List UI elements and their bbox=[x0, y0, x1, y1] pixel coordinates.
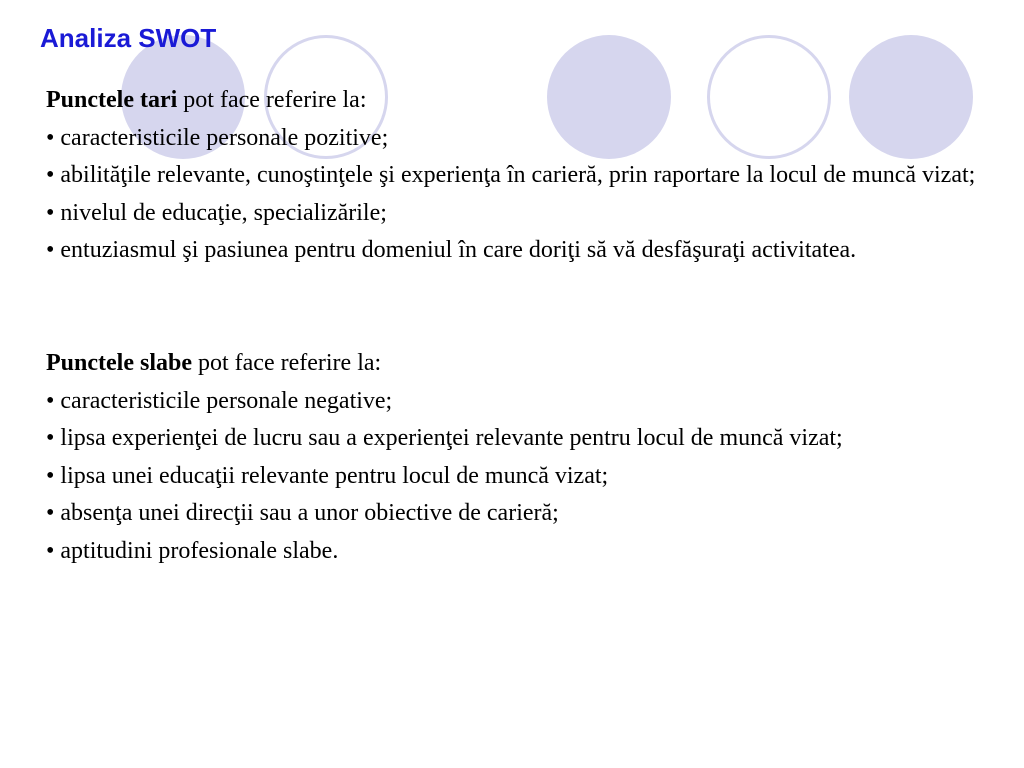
slide-content bbox=[46, 82, 981, 571]
weaknesses-item: • aptitudini profesionale slabe. bbox=[46, 537, 339, 564]
weaknesses-heading-bold: Punctele slabe bbox=[46, 349, 192, 376]
weaknesses-section bbox=[46, 345, 981, 571]
weaknesses-item: • lipsa experienţei de lucru sau a experienţei relevante pentru locul de muncă vizat; bbox=[46, 425, 843, 452]
strengths-section bbox=[46, 82, 981, 270]
strengths-item: • caracteristicile personale pozitive; bbox=[46, 124, 389, 151]
strengths-item: • nivelul de educaţie, specializările; bbox=[46, 199, 387, 226]
weaknesses-item: • caracteristicile personale negative; bbox=[46, 387, 393, 414]
weaknesses-heading bbox=[46, 345, 981, 383]
strengths-heading-rest: pot face referire la: bbox=[177, 87, 367, 113]
slide-title: Analiza SWOT bbox=[40, 23, 217, 53]
weaknesses-item: • absenţa unei direcţii sau a unor obiective de carieră; bbox=[46, 500, 559, 527]
strengths-heading-bold: Punctele tari bbox=[46, 87, 178, 113]
weaknesses-heading-rest: pot face referire la: bbox=[191, 349, 382, 376]
strengths-heading bbox=[46, 82, 981, 120]
weaknesses-item: • lipsa unei educaţii relevante pentru locul de muncă vizat; bbox=[46, 462, 609, 489]
strengths-item: • entuziasmul şi pasiunea pentru domeniul în care doriţi să vă desfăşuraţi activitatea. bbox=[46, 237, 857, 264]
strengths-item: • abilităţile relevante, cunoştinţele şi experienţa în carieră, prin raportare la locul de muncă vizat; bbox=[46, 162, 976, 189]
